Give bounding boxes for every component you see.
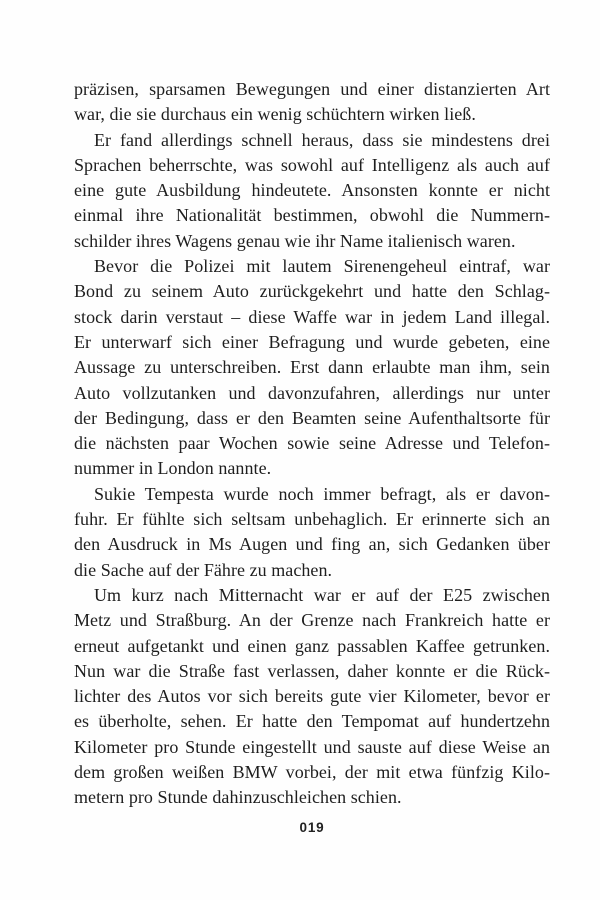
text-line: die nächsten paar Wochen sowie seine Adresse und Telefon- — [74, 433, 550, 454]
text-line: Er fand allerdings schnell heraus, dass sie mindestens drei — [94, 129, 550, 150]
text-line: stock darin verstaut – diese Waffe war in jedem Land illegal. — [74, 306, 550, 327]
text-line: fuhr. Er fühlte sich seltsam unbehaglich. Er erinnerte sich an — [74, 509, 550, 530]
text-line: Bevor die Polizei mit lautem Sirenengeheul eintraf, war — [94, 256, 550, 277]
text-line: eine gute Ausbildung hindeutete. Ansonsten konnte er nicht — [74, 180, 550, 201]
text-line: Sukie Tempesta wurde noch immer befragt, als er davon- — [94, 483, 550, 504]
text-line: war, die sie durchaus ein wenig schüchtern wirken ließ. — [74, 104, 476, 125]
text-line: den Ausdruck in Ms Augen und fing an, sich Gedanken über — [74, 534, 550, 555]
text-line: es überholte, sehen. Er hatte den Tempomat auf hundertzehn — [74, 711, 550, 732]
text-line: Nun war die Straße fast verlassen, daher konnte er die Rück- — [74, 660, 550, 681]
text-line: Aussage zu unterschreiben. Erst dann erlaubte man ihm, sein — [74, 357, 550, 378]
text-line: der Bedingung, dass er den Beamten seine Aufenthaltsorte für — [74, 407, 550, 428]
text-line: dem großen weißen BMW vorbei, der mit etwa fünfzig Kilo- — [74, 762, 550, 783]
paragraph — [74, 77, 550, 128]
page-number: 019 — [299, 820, 325, 835]
text-line: lichter des Autos vor sich bereits gute vier Kilometer, bevor er — [74, 686, 550, 707]
text-line: metern pro Stunde dahinzuschleichen schien. — [74, 787, 402, 808]
text-line: erneut aufgetankt und einen ganz passablen Kaffee getrunken. — [74, 635, 550, 656]
text-line: die Sache auf der Fähre zu machen. — [74, 559, 333, 580]
paragraph — [74, 254, 550, 482]
text-line: Auto vollzutanken und davonzufahren, allerdings nur unter — [74, 382, 550, 403]
page-text — [74, 77, 550, 811]
text-line: Kilometer pro Stunde eingestellt und sauste auf diese Weise an — [74, 736, 550, 757]
text-line: Er unterwarf sich einer Befragung und wurde gebeten, eine — [74, 331, 550, 352]
text-line: Metz und Straßburg. An der Grenze nach Frankreich hatte er — [74, 610, 550, 631]
paragraph — [74, 128, 550, 254]
text-line: Bond zu seinem Auto zurückgekehrt und hatte den Schlag- — [74, 281, 550, 302]
text-line: nummer in London nannte. — [74, 458, 272, 479]
paragraph — [74, 583, 550, 811]
text-line: Um kurz nach Mitternacht war er auf der E25 zwischen — [94, 584, 550, 605]
text-line: präzisen, sparsamen Bewegungen und einer distanzierten Art — [74, 79, 550, 99]
text-line: einmal ihre Nationalität bestimmen, obwohl die Nummern- — [74, 205, 550, 226]
text-line: schilder ihres Wagens genau wie ihr Name italienisch waren. — [74, 230, 516, 251]
text-line: Sprachen beherrschte, was sowohl auf Intelligenz als auch auf — [74, 154, 550, 175]
paragraph — [74, 482, 550, 583]
